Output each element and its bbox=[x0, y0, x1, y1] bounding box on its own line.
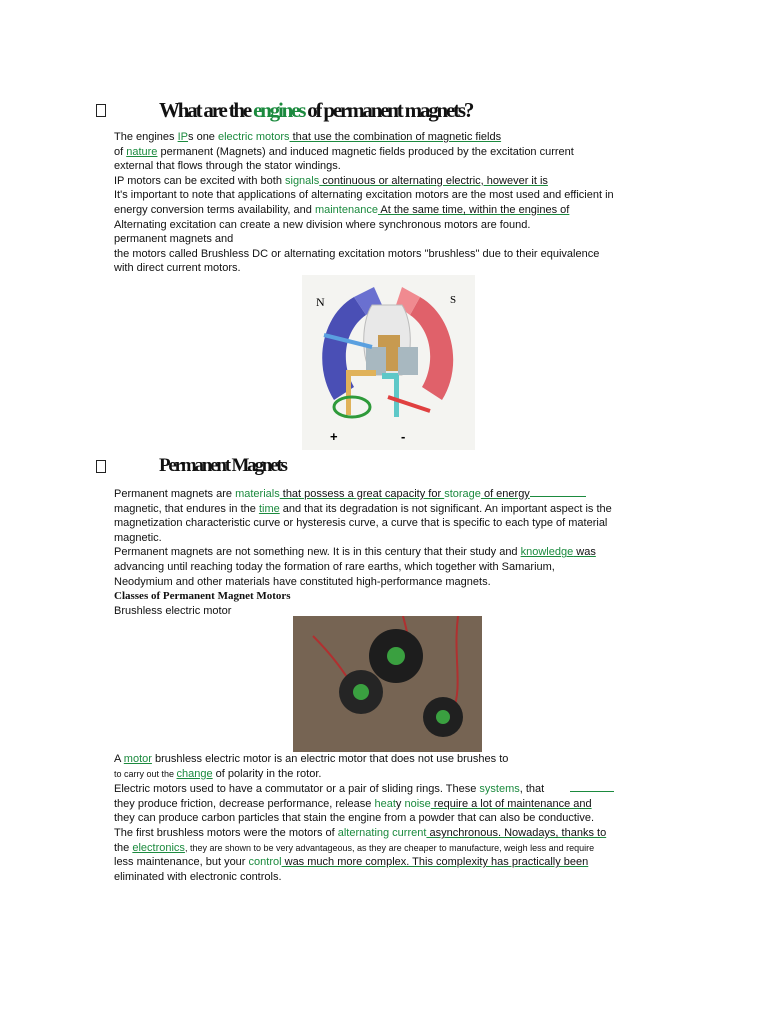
text: permanent (Magnets) and induced magnetic fields produced by the excitation current bbox=[157, 145, 574, 158]
link-noise[interactable]: noise bbox=[404, 797, 431, 810]
intro-paragraph bbox=[114, 130, 674, 276]
text-line bbox=[114, 203, 674, 218]
link-materials[interactable]: materials bbox=[235, 488, 280, 500]
text-line: Neodymium and other materials have constituted high-performance magnets. bbox=[114, 575, 491, 588]
section-heading-engines bbox=[96, 98, 472, 123]
heading-text bbox=[159, 98, 472, 123]
subheading-classes: Classes of Permanent Magnet Motors bbox=[114, 590, 291, 603]
text-line bbox=[114, 130, 674, 145]
text-line bbox=[114, 767, 674, 782]
text: , they are shown to be very advantageous, as they are cheaper to manufacture, weigh less and require bbox=[184, 842, 595, 853]
south-label: S bbox=[450, 294, 457, 306]
text: that possess a great capacity for bbox=[279, 488, 445, 500]
link-systems[interactable]: systems bbox=[479, 783, 520, 796]
text: brushless electric motor is an electric motor that does not use brushes to bbox=[151, 753, 509, 765]
text: was much more complex. This complexity has practically been bbox=[281, 856, 589, 869]
text: IP motors can be excited with both bbox=[114, 174, 285, 187]
subheading-brushless: Brushless electric motor bbox=[114, 604, 232, 617]
text: of bbox=[114, 145, 127, 158]
text: s one bbox=[188, 131, 218, 143]
text: that use the combination of magnetic fields bbox=[289, 131, 502, 143]
text: was bbox=[573, 546, 596, 559]
link-change[interactable]: change bbox=[176, 767, 213, 780]
text: of polarity in the rotor. bbox=[212, 767, 322, 780]
text-line: with direct current motors. bbox=[114, 262, 241, 275]
text-line: the motors called Brushless DC or alternating excitation motors "brushless" due to their equivalence bbox=[114, 247, 600, 260]
link-time[interactable]: time bbox=[258, 502, 280, 515]
text: to carry out the bbox=[114, 768, 177, 779]
text-line: advancing until reaching today the formation of rare earths, which together with Samarium, bbox=[114, 560, 555, 573]
text-line bbox=[114, 797, 674, 812]
text-line: magnetization characteristic curve or hysteresis curve, a curve that is specific to each type of material bbox=[114, 517, 608, 530]
text-line bbox=[114, 855, 674, 870]
text-line: eliminated with electronic controls. bbox=[114, 870, 282, 883]
empty-square-bullet-icon bbox=[96, 104, 106, 117]
link-alternating-current[interactable]: alternating current bbox=[337, 826, 427, 839]
plus-label: + bbox=[330, 429, 338, 444]
heading-link-engines[interactable]: engines bbox=[253, 98, 305, 122]
text: At the same time, within the engines of bbox=[377, 203, 570, 216]
link-control[interactable]: control bbox=[248, 856, 282, 869]
link-knowledge[interactable]: knowledge bbox=[520, 546, 574, 559]
link-signals[interactable]: signals bbox=[285, 174, 320, 187]
text: and that its degradation is not significant. An important aspect is the bbox=[279, 502, 612, 515]
text: Permanent magnets are bbox=[114, 488, 236, 500]
text: continuous or alternating electric, however it is bbox=[319, 174, 548, 187]
text: less maintenance, but your bbox=[114, 856, 249, 869]
text-line: It's important to note that applications of alternating excitation motors are the most used and efficient in bbox=[114, 189, 614, 202]
heading-text-part: What are the bbox=[159, 98, 254, 122]
text-line: they can produce carbon particles that stain the engine from a powder that can also be conductive. bbox=[114, 812, 595, 825]
text: Electric motors used to have a commutator or a pair of sliding rings. These bbox=[114, 783, 480, 796]
minus-label: - bbox=[401, 429, 406, 444]
text-line: Alternating excitation can create a new division where synchronous motors are found. bbox=[114, 218, 531, 231]
link-storage[interactable]: storage bbox=[444, 488, 481, 500]
brushless-fans-photo bbox=[293, 616, 482, 752]
link-heat[interactable]: heat bbox=[374, 797, 396, 810]
underline-gap bbox=[570, 781, 614, 792]
brushless-paragraph bbox=[114, 752, 674, 884]
text-line: magnetic. bbox=[114, 531, 162, 544]
heading-text: Permanent Magnets bbox=[159, 455, 286, 476]
permanent-magnets-paragraph bbox=[114, 486, 674, 618]
heading-text-part: of permanent magnets? bbox=[304, 98, 473, 122]
fan-illustration bbox=[293, 616, 482, 752]
text-line: permanent magnets and bbox=[114, 233, 234, 246]
text: of energy bbox=[480, 488, 530, 500]
text-line bbox=[114, 486, 674, 502]
text-line bbox=[114, 752, 674, 767]
text: they produce friction, decrease performance, release bbox=[114, 797, 375, 810]
motor-illustration bbox=[302, 275, 475, 450]
text-line bbox=[114, 841, 674, 856]
text: magnetic, that endures in the bbox=[114, 502, 259, 515]
link-nature[interactable]: nature bbox=[126, 145, 158, 158]
text: , that bbox=[519, 783, 545, 796]
link-motor[interactable]: motor bbox=[123, 753, 152, 765]
link-maintenance[interactable]: maintenance bbox=[314, 203, 378, 216]
link-electric-motors[interactable]: electric motors bbox=[217, 131, 290, 143]
section-heading-permanent-magnets bbox=[96, 455, 286, 477]
text: the bbox=[114, 841, 133, 854]
text-line bbox=[114, 174, 674, 189]
empty-square-bullet-icon bbox=[96, 460, 106, 473]
text: The first brushless motors were the motors of bbox=[114, 826, 338, 839]
text-line: external that flows through the stator windings. bbox=[114, 160, 341, 173]
link-electronics[interactable]: electronics bbox=[132, 841, 185, 854]
link-ip[interactable]: IP bbox=[177, 131, 189, 143]
text: A bbox=[114, 753, 124, 765]
text-line bbox=[114, 545, 674, 560]
north-label: N bbox=[316, 295, 325, 309]
text-line bbox=[114, 145, 674, 160]
text: energy conversion terms availability, and bbox=[114, 203, 315, 216]
underline-gap bbox=[530, 486, 586, 497]
text-line bbox=[114, 826, 674, 841]
text-line bbox=[114, 502, 674, 517]
text: require a lot of maintenance and bbox=[430, 797, 592, 810]
permanent-magnet-motor-image bbox=[302, 275, 475, 450]
text: y bbox=[395, 797, 405, 810]
text: asynchronous. Nowadays, thanks to bbox=[426, 826, 607, 839]
text: The engines bbox=[114, 131, 178, 143]
text-line bbox=[114, 781, 674, 797]
text: Permanent magnets are not something new. It is in this century that their study and bbox=[114, 546, 521, 559]
